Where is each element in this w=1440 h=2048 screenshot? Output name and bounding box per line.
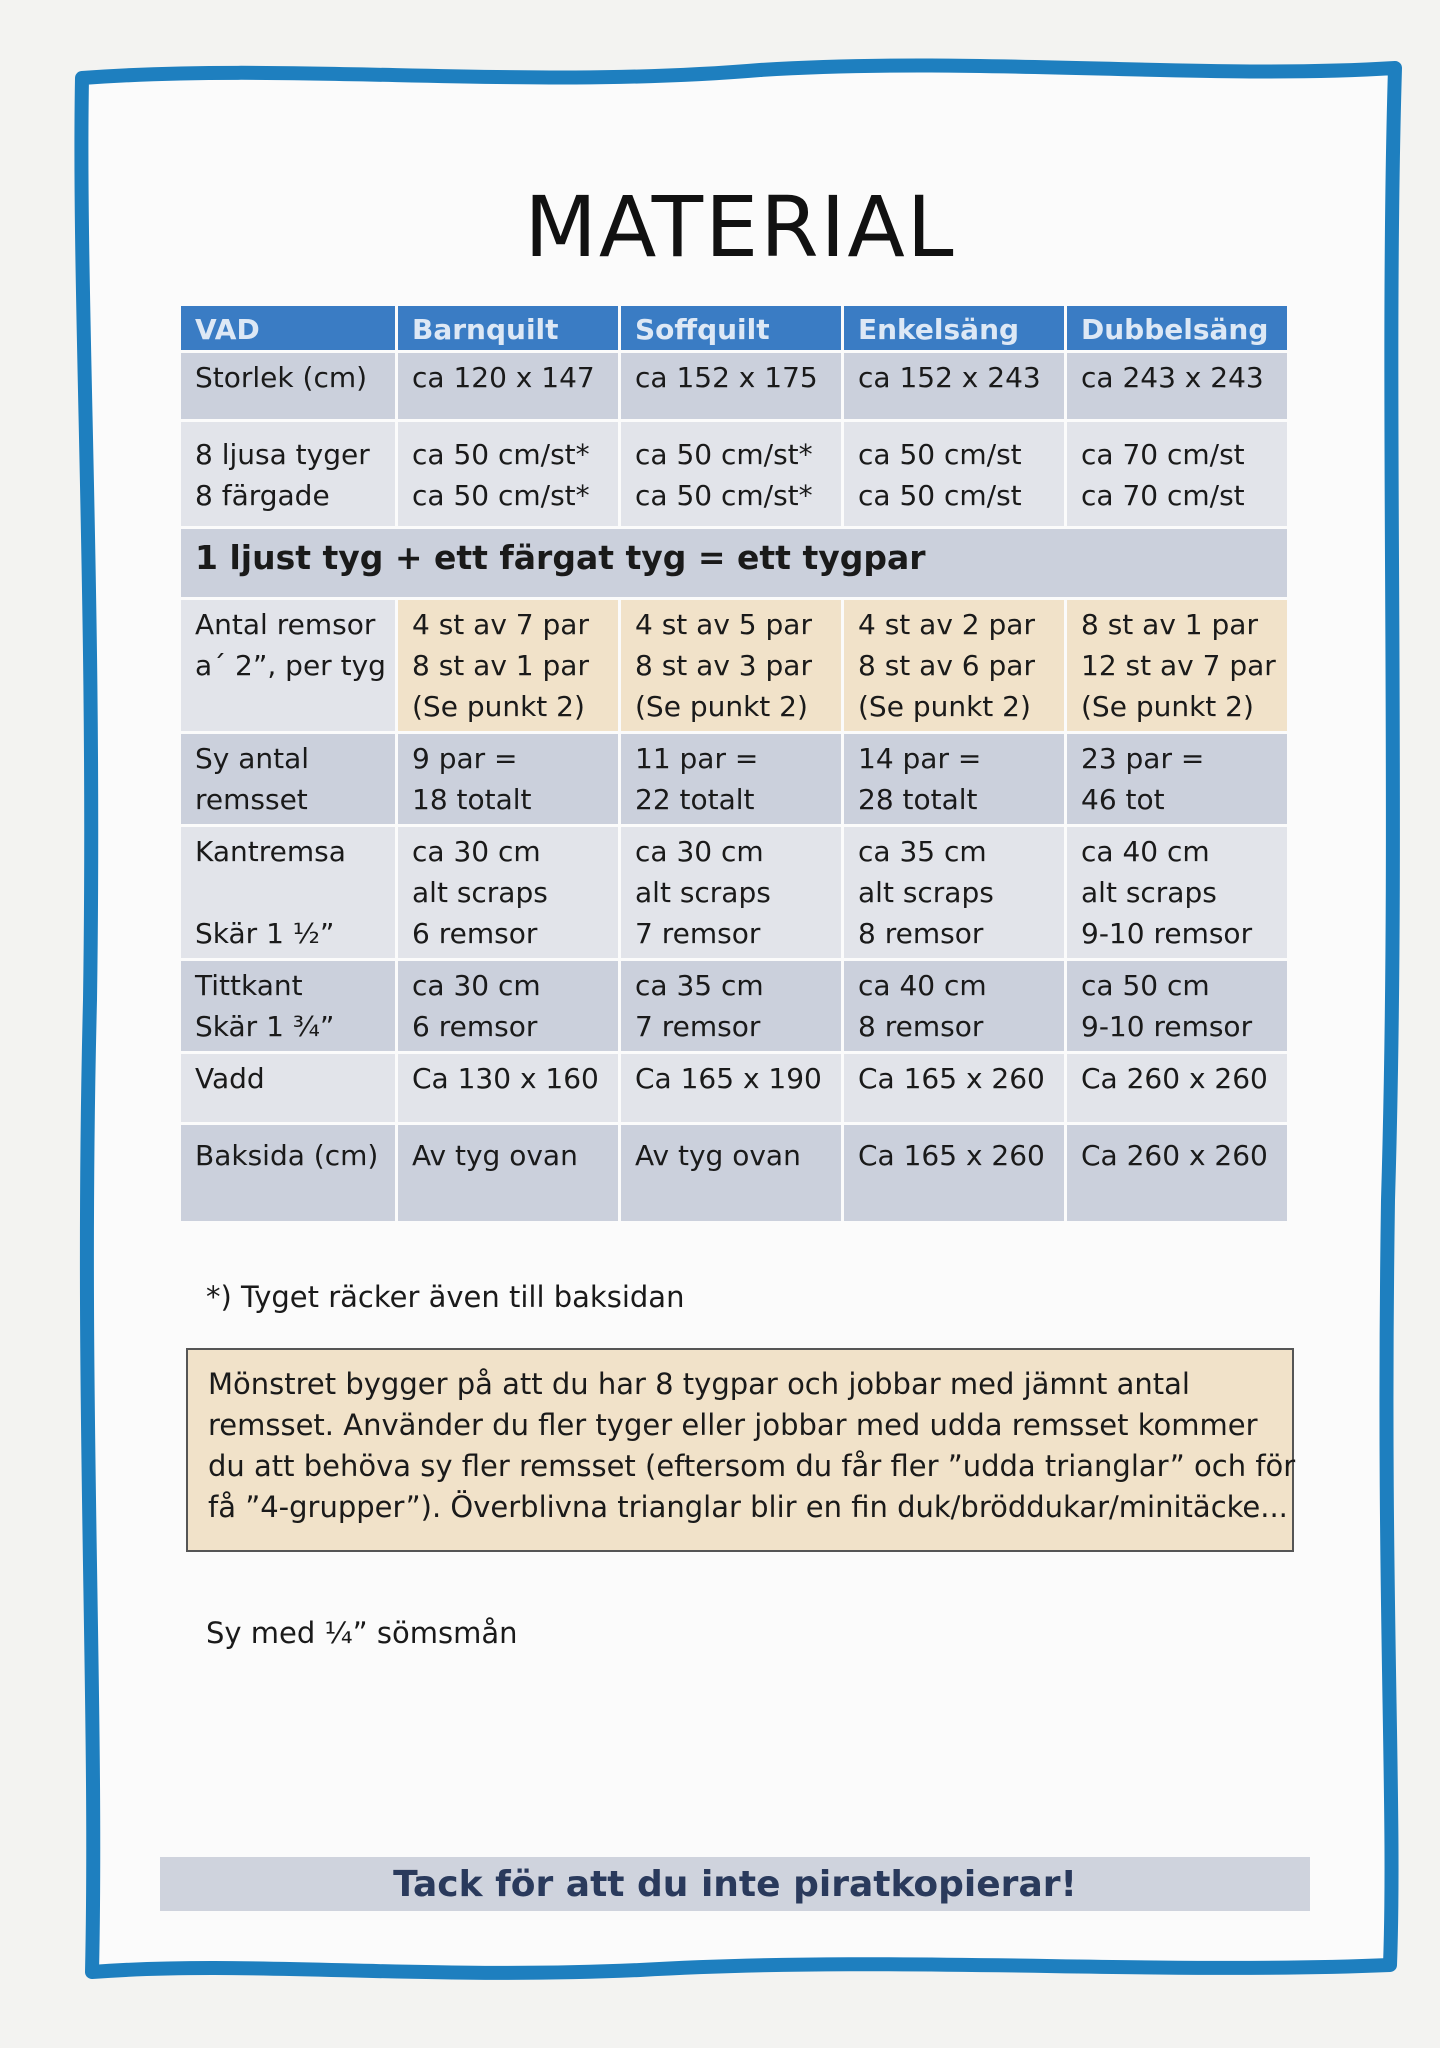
table-cell: Ca 130 x 160: [398, 1054, 618, 1122]
table-cell: ca 35 cm alt scraps 8 remsor: [844, 827, 1064, 958]
row-label: Baksida (cm): [181, 1125, 395, 1221]
table-cell: 23 par = 46 tot: [1067, 734, 1287, 824]
table-cell: ca 152 x 243: [844, 353, 1064, 419]
header-enkelsang: Enkelsäng: [844, 306, 1064, 350]
table-row: [181, 1054, 1287, 1122]
table-cell: 4 st av 7 par 8 st av 1 par (Se punkt 2): [398, 600, 618, 731]
table-cell: 11 par = 22 totalt: [621, 734, 841, 824]
table-header-row: [181, 306, 1287, 350]
table-cell: Av tyg ovan: [621, 1125, 841, 1221]
footnote: *) Tyget räcker även till baksidan: [206, 1280, 685, 1314]
table-cell: ca 50 cm/st* ca 50 cm/st*: [621, 422, 841, 526]
table-row: [181, 600, 1287, 731]
table-cell: Av tyg ovan: [398, 1125, 618, 1221]
table-cell: ca 120 x 147: [398, 353, 618, 419]
table-row: [181, 1125, 1287, 1221]
row-label: Sy antal remsset: [181, 734, 395, 824]
note-line: Mönstret bygger på att du har 8 tygpar och jobbar med jämnt antal: [208, 1367, 1190, 1401]
table-cell: ca 50 cm/st ca 50 cm/st: [844, 422, 1064, 526]
table-row: [181, 734, 1287, 824]
row-label: Antal remsor a´ 2”, per tyg: [181, 600, 395, 731]
table-cell: 8 st av 1 par 12 st av 7 par (Se punkt 2): [1067, 600, 1287, 731]
table-row: [181, 529, 1287, 597]
material-table: [178, 303, 1290, 1224]
table-cell: Ca 165 x 260: [844, 1054, 1064, 1122]
table-cell: ca 35 cm 7 remsor: [621, 961, 841, 1051]
header-dubbelsang: Dubbelsäng: [1067, 306, 1287, 350]
header-vad: VAD: [181, 306, 395, 350]
seam-allowance-note: Sy med ¼” sömsmån: [206, 1616, 518, 1650]
table-row: [181, 353, 1287, 419]
table-cell: ca 50 cm 9-10 remsor: [1067, 961, 1287, 1051]
table-row: [181, 827, 1287, 958]
page-title: MATERIAL: [524, 178, 956, 276]
row-label: Tittkant Skär 1 ¾”: [181, 961, 395, 1051]
note-line: remsset. Använder du fler tyger eller jobbar med udda remsset kommer: [208, 1408, 1258, 1442]
table-cell: ca 30 cm alt scraps 6 remsor: [398, 827, 618, 958]
table-cell: ca 70 cm/st ca 70 cm/st: [1067, 422, 1287, 526]
pattern-note-box: [186, 1348, 1294, 1552]
table-cell: ca 50 cm/st* ca 50 cm/st*: [398, 422, 618, 526]
table-row: [181, 422, 1287, 526]
row-label: Kantremsa Skär 1 ½”: [181, 827, 395, 958]
table-cell: ca 40 cm alt scraps 9-10 remsor: [1067, 827, 1287, 958]
thanks-text: Tack för att du inte piratkopierar!: [393, 1864, 1077, 1905]
row-label: Vadd: [181, 1054, 395, 1122]
table-cell: Ca 260 x 260: [1067, 1125, 1287, 1221]
table-row: [181, 961, 1287, 1051]
table-cell: 9 par = 18 totalt: [398, 734, 618, 824]
row-label: Storlek (cm): [181, 353, 395, 419]
header-barnquilt: Barnquilt: [398, 306, 618, 350]
note-line: få ”4-grupper”). Överblivna trianglar blir en fin duk/bröddukar/minitäcke...: [208, 1490, 1288, 1524]
tygpar-definition: 1 ljust tyg + ett färgat tyg = ett tygpar: [181, 529, 1287, 597]
header-soffquilt: Soffquilt: [621, 306, 841, 350]
table-cell: ca 243 x 243: [1067, 353, 1287, 419]
table-cell: 4 st av 5 par 8 st av 3 par (Se punkt 2): [621, 600, 841, 731]
table-cell: ca 30 cm alt scraps 7 remsor: [621, 827, 841, 958]
table-cell: Ca 165 x 260: [844, 1125, 1064, 1221]
table-cell: 4 st av 2 par 8 st av 6 par (Se punkt 2): [844, 600, 1064, 731]
table-cell: Ca 260 x 260: [1067, 1054, 1287, 1122]
table-cell: ca 40 cm 8 remsor: [844, 961, 1064, 1051]
table-cell: Ca 165 x 190: [621, 1054, 841, 1122]
table-cell: ca 152 x 175: [621, 353, 841, 419]
note-line: du att behöva sy fler remsset (eftersom du får fler ”udda trianglar” och för: [208, 1449, 1296, 1483]
table-cell: ca 30 cm 6 remsor: [398, 961, 618, 1051]
row-label: 8 ljusa tyger 8 färgade: [181, 422, 395, 526]
table-cell: 14 par = 28 totalt: [844, 734, 1064, 824]
